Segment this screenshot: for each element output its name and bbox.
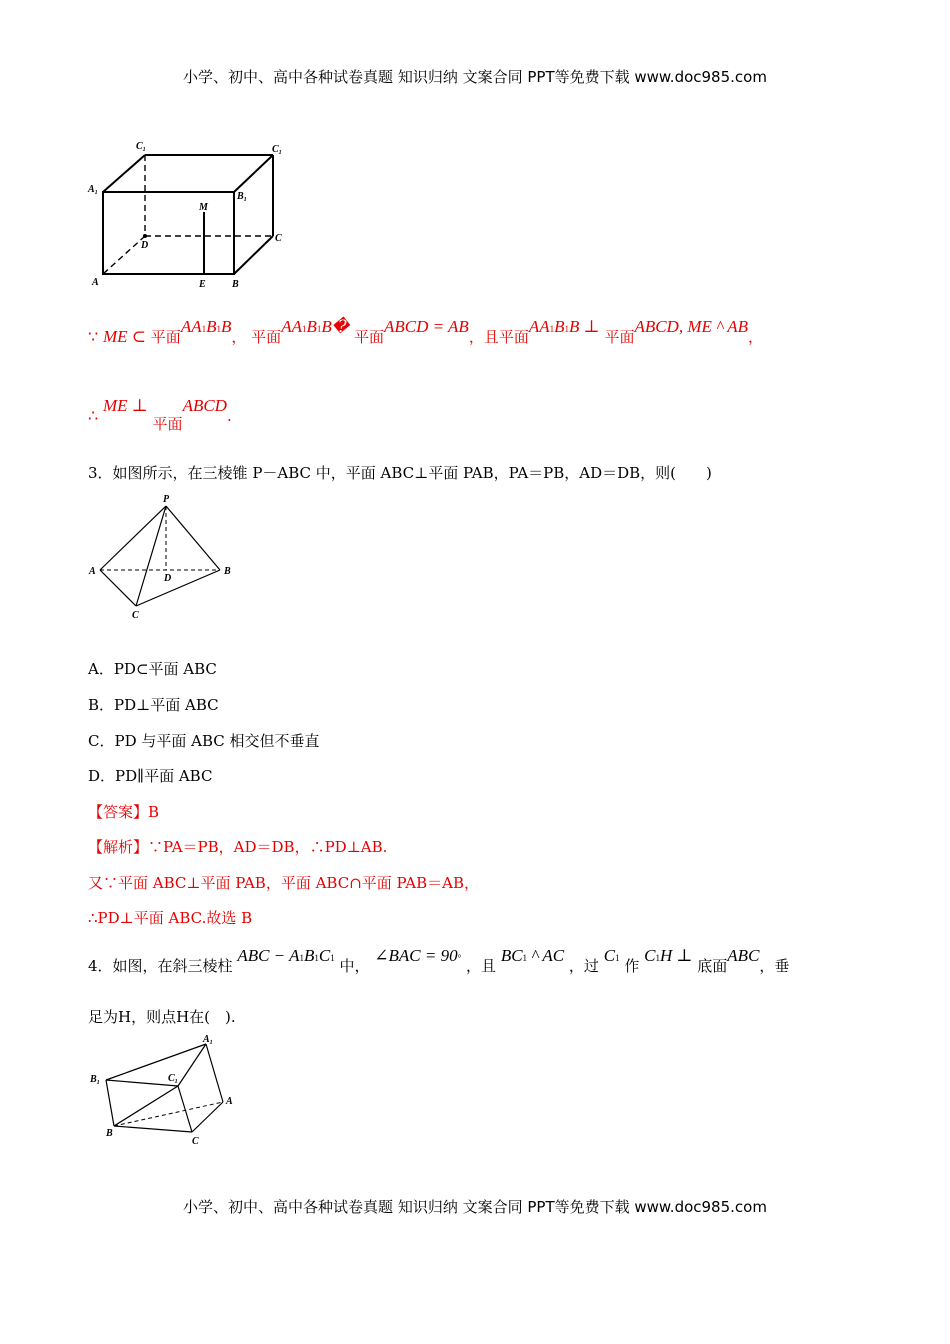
proof-line-2: ∴ ME ⊥ 平面ABCD. [88, 396, 232, 433]
label-m: M [199, 202, 208, 213]
label-c1: $C_1$ [168, 1073, 178, 1085]
q3-option-a: A．PD⊂平面 ABC [88, 660, 217, 678]
q4-stem-line-2: 足为H，则点H在( ). [88, 1008, 236, 1026]
label-e: E [199, 279, 206, 290]
label-a: A [89, 566, 96, 577]
label-b1: $B_1$ [237, 191, 247, 203]
label-c1-right: $C_1$ [272, 144, 282, 156]
label-b: B [106, 1128, 113, 1139]
q3-analysis-2: 又∵平面 ABC⊥平面 PAB，平面 ABC∩平面 PAB＝AB， [88, 874, 479, 892]
q3-analysis-3: ∴PD⊥平面 ABC.故选 B [88, 909, 253, 927]
label-p: P [163, 494, 170, 505]
q3-option-d: D．PD∥平面 ABC [88, 767, 213, 785]
label-b: B [224, 566, 231, 577]
label-c: C [192, 1136, 199, 1147]
label-a: A [226, 1096, 233, 1107]
q3-option-c: C．PD 与平面 ABC 相交但不垂直 [88, 732, 320, 750]
figure-box-prism [86, 140, 296, 295]
label-c: C [275, 233, 282, 244]
page-header: 小学、初中、高中各种试卷真题 知识归纳 文案合同 PPT等免费下载 www.doc985.com [183, 68, 767, 86]
label-c1-left: $C_1$ [136, 141, 146, 153]
label-a1: $A_1$ [88, 184, 98, 196]
figure-oblique-prism [86, 1034, 246, 1149]
label-c: C [132, 610, 139, 621]
label-b: B [232, 279, 239, 290]
label-a: A [92, 277, 99, 288]
label-d: D [141, 240, 149, 251]
q3-answer: 【答案】B [88, 803, 160, 821]
q3-option-b: B．PD⊥平面 ABC [88, 696, 219, 714]
label-b1: $B_1$ [90, 1074, 100, 1086]
q3-analysis-1: 【解析】∵PA＝PB，AD＝DB，∴PD⊥AB. [88, 838, 388, 856]
figure-pyramid [86, 492, 246, 622]
q3-stem: 3．如图所示，在三棱锥 P－ABC 中，平面 ABC⊥平面 PAB，PA＝PB，AD＝DB，则( ) [88, 464, 712, 482]
proof-line-1: ∵ ME ⊂ 平面AA1B1B， 平面AA1B1B� 平面ABCD = AB，且平面AA1B1B ⊥ 平面ABCD, ME ^ AB， [88, 317, 764, 346]
page-footer: 小学、初中、高中各种试卷真题 知识归纳 文案合同 PPT等免费下载 www.doc985.com [183, 1198, 767, 1216]
q4-stem-line-1: 4．如图，在斜三棱柱 ABC − A1B1C1 中， ∠BAC = 90° ，且 BC1 ^ AC ，过 C1 作 C1H ⊥ 底面ABC，垂 [88, 946, 790, 975]
label-d: D [164, 573, 172, 584]
label-a1: $A_1$ [203, 1034, 213, 1046]
